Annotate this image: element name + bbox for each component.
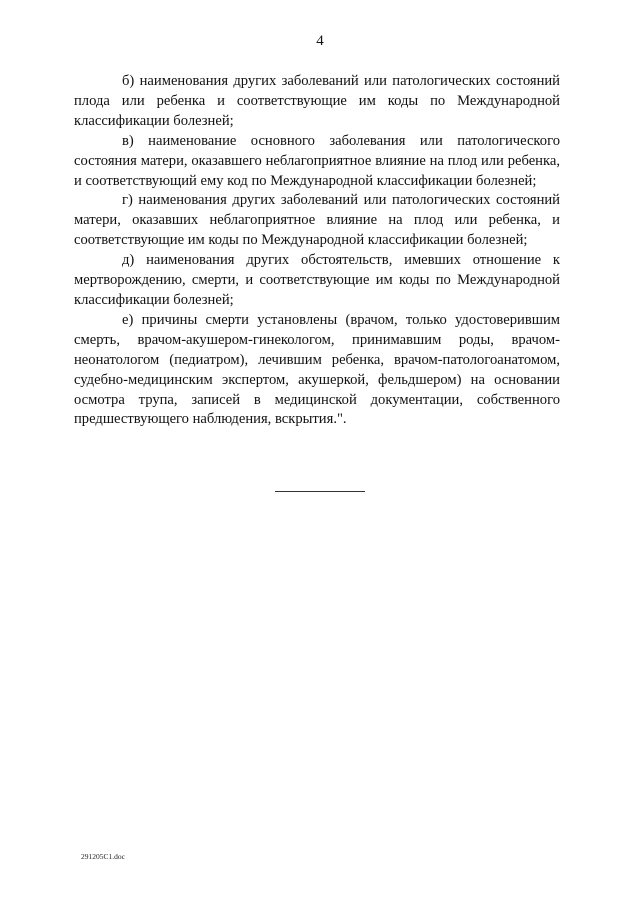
document-body [74, 72, 560, 430]
paragraph-g: г) наименования других заболеваний или патологических состояний матери, оказавших неблагоприятное влияние на плод или ребенка, и соответствующие им коды по Международной классификации болезней; [74, 192, 560, 249]
paragraph-v: в) наименование основного заболевания или патологического состояния матери, оказавшего неблагоприятное влияние на плод или ребенка, и соответствующий ему код по Международной классификации болезней; [74, 132, 560, 189]
paragraph-b: б) наименования других заболеваний или патологических состояний плода или ребенка и соответствующие им коды по Международной классификации болезней; [74, 73, 560, 129]
paragraph-d: д) наименования других обстоятельств, имевших отношение к мертворождению, смерти, и соответствующие им коды по Международной классификации болезней; [74, 252, 560, 308]
end-of-text-divider [275, 491, 365, 492]
footer-filename: 291205С1.doc [81, 852, 125, 861]
paragraph-e: е) причины смерти установлены (врачом, только удостоверившим смерть, врачом-акушером-гинекологом, принимавшим роды, врачом-неонатологом (педиатром), лечившим ребенка, врачом-патологоанатомом, судебно-медицинским экспертом, акушеркой, фельдшером) на основании осмотра трупа, записей в медицинской документации, собственного предшествующего наблюдения, вскрытия.". [74, 311, 560, 428]
page-number: 4 [316, 33, 324, 49]
